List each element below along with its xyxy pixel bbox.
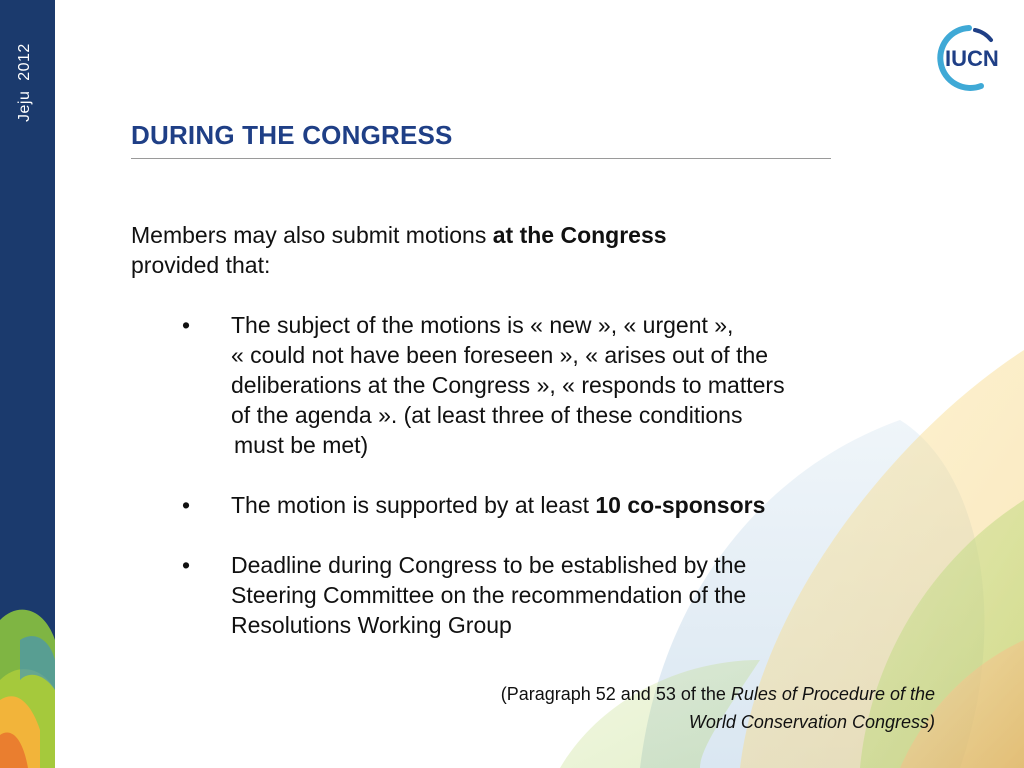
bullet-line: of the agenda ». (at least three of these conditions <box>231 402 743 428</box>
bullet-icon: • <box>182 492 191 518</box>
citation-prefix: (Paragraph 52 and 53 of the <box>500 684 731 704</box>
bullet-line: deliberations at the Congress », « responds to matters <box>231 372 785 398</box>
slide-title: DURING THE CONGRESS <box>131 120 453 150</box>
bullet-icon: • <box>182 312 191 338</box>
list-item <box>182 310 922 460</box>
bullet-line: The subject of the motions is « new », « urgent », <box>231 312 734 338</box>
iucn-logo <box>925 22 1011 94</box>
list-item <box>182 490 922 520</box>
intro-text: Members may also submit motions <box>131 222 493 248</box>
intro-bold-text: at the Congress <box>492 222 667 248</box>
svg-text:IUCN: IUCN <box>945 46 999 71</box>
list-item <box>182 550 922 640</box>
intro-paragraph <box>131 220 831 280</box>
bullet-icon: • <box>182 552 191 578</box>
bullet-line: Steering Committee on the recommendation of the <box>231 582 747 608</box>
citation <box>380 680 935 736</box>
bullet-bold-text: 10 co-sponsors <box>595 492 766 518</box>
intro-text-continued: provided that: <box>131 252 271 278</box>
bullet-line: Resolutions Working Group <box>231 612 512 638</box>
bullet-line: must be met) <box>234 432 369 458</box>
citation-italic: Rules of Procedure of the <box>730 684 935 704</box>
citation-italic-continued: World Conservation Congress) <box>688 712 935 732</box>
bullet-text: The motion is supported by at least <box>231 492 596 518</box>
sidebar-label: Jeju 2012 <box>16 43 33 122</box>
bullet-line: « could not have been foreseen », « arises out of the <box>231 342 769 368</box>
bullet-line: Deadline during Congress to be established by the <box>231 552 747 578</box>
bullet-list <box>182 310 922 670</box>
title-divider <box>131 158 831 159</box>
